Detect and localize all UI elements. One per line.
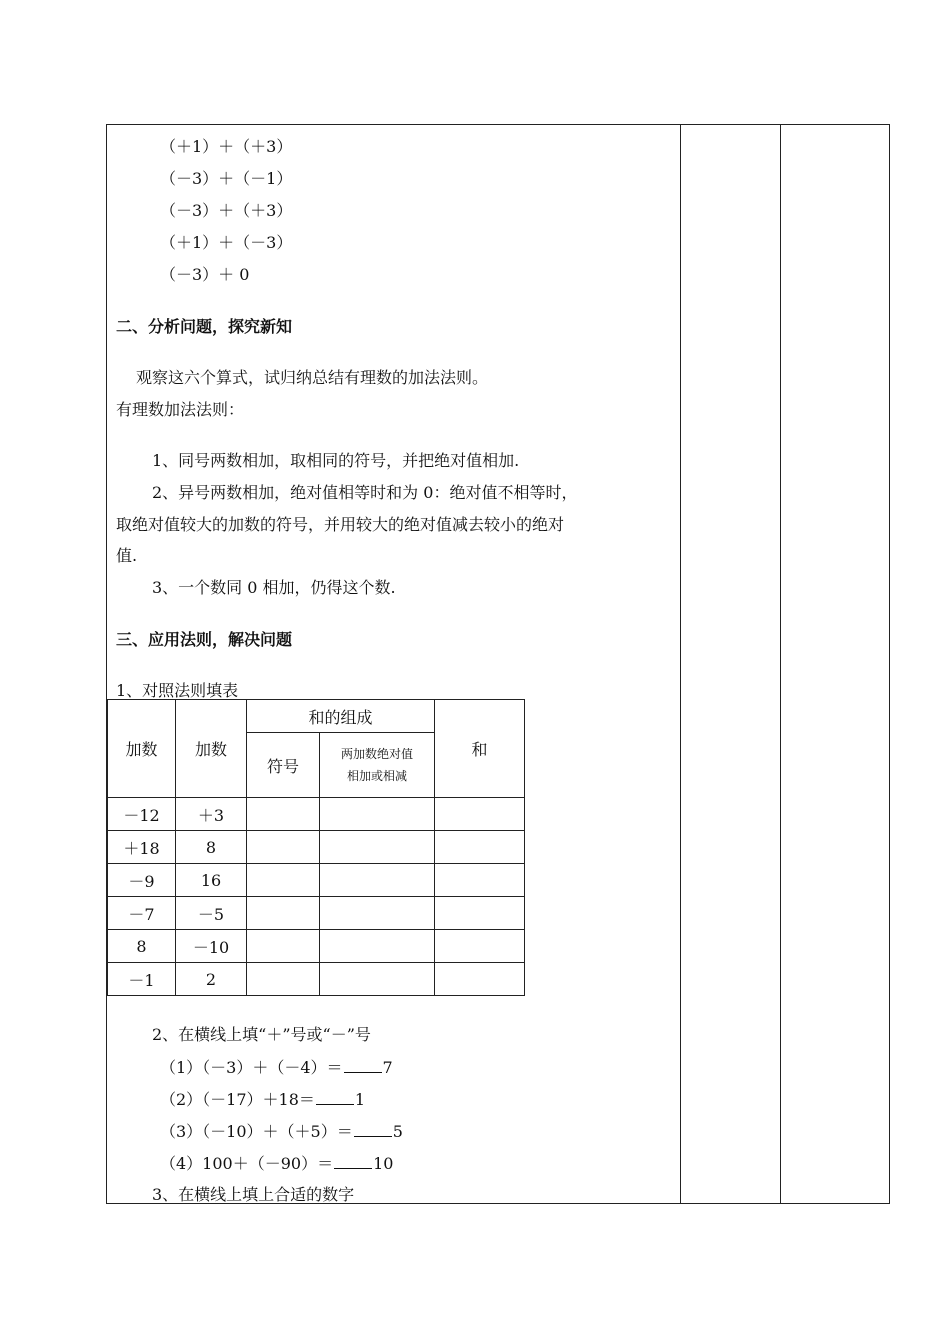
- column-divider-2: [780, 124, 781, 1204]
- rule-title: 有理数加法法则：: [116, 400, 245, 419]
- header-abs-line2: 相加或相减: [346, 769, 407, 783]
- addend-2-cell: －10: [176, 930, 247, 963]
- rule-2-line3: 值.: [116, 546, 138, 565]
- table-row: [108, 963, 525, 996]
- task3-title: 3、在横线上填上合适的数字: [152, 1185, 355, 1204]
- task2-item-1: [160, 1058, 393, 1078]
- rule-3: 3、一个数同 0 相加，仍得这个数.: [152, 578, 396, 597]
- expression-5: （－3）＋ 0: [160, 265, 250, 284]
- header-abs-operation: [320, 733, 435, 798]
- sum-blank-cell[interactable]: [435, 963, 525, 996]
- fill-in-table: [107, 699, 525, 996]
- sign-blank-cell[interactable]: [247, 963, 320, 996]
- table-row: [108, 831, 525, 864]
- abs-blank-cell[interactable]: [320, 963, 435, 996]
- sign-blank-cell[interactable]: [247, 930, 320, 963]
- addend-2-cell: 2: [176, 963, 247, 996]
- section3-heading: 三、应用法则，解决问题: [116, 630, 293, 649]
- sum-blank-cell[interactable]: [435, 864, 525, 897]
- addend-1-cell: －7: [108, 897, 176, 930]
- task2-item-number: 5: [392, 1122, 403, 1141]
- sign-blank-cell[interactable]: [247, 864, 320, 897]
- task2-item-expression: （1）（－3）＋（－4）＝: [160, 1058, 343, 1077]
- task2-item-number: 7: [382, 1058, 393, 1077]
- expression-3: （－3）＋（＋3）: [160, 201, 293, 220]
- answer-blank[interactable]: [344, 1058, 382, 1073]
- abs-blank-cell[interactable]: [320, 930, 435, 963]
- task2-item-4: [160, 1154, 393, 1174]
- header-sum: 和: [435, 700, 525, 798]
- sign-blank-cell[interactable]: [247, 897, 320, 930]
- table-row: [108, 864, 525, 897]
- header-abs-line1: 两加数绝对值: [340, 747, 413, 761]
- rule-2-line1: 2、异号两数相加，绝对值相等时和为 0：绝对值不相等时，: [152, 483, 578, 502]
- task2-title: 2、在横线上填“＋”号或“－”号: [152, 1025, 371, 1044]
- table-row: [108, 897, 525, 930]
- sign-blank-cell[interactable]: [247, 798, 320, 831]
- addend-1-cell: 8: [108, 930, 176, 963]
- answer-blank[interactable]: [316, 1090, 354, 1105]
- task1-title: 1、对照法则填表: [116, 681, 239, 700]
- section2-heading: 二、分析问题，探究新知: [116, 317, 293, 336]
- sum-blank-cell[interactable]: [435, 831, 525, 864]
- table-row: [108, 930, 525, 963]
- header-sum-composition: 和的组成: [247, 700, 435, 733]
- addend-2-cell: 8: [176, 831, 247, 864]
- sum-blank-cell[interactable]: [435, 897, 525, 930]
- task2-item-expression: （4）100＋（－90）＝: [160, 1154, 334, 1173]
- answer-blank[interactable]: [354, 1122, 392, 1137]
- rule-1: 1、同号两数相加，取相同的符号，并把绝对值相加.: [152, 451, 520, 470]
- addend-1-cell: －9: [108, 864, 176, 897]
- header-sign: 符号: [247, 733, 320, 798]
- expression-4: （＋1）＋（－3）: [160, 233, 293, 252]
- sum-blank-cell[interactable]: [435, 930, 525, 963]
- abs-blank-cell[interactable]: [320, 831, 435, 864]
- addend-1-cell: ＋18: [108, 831, 176, 864]
- expression-1: （＋1）＋（＋3）: [160, 137, 293, 156]
- expression-2: （－3）＋（－1）: [160, 169, 293, 188]
- task2-item-number: 10: [373, 1154, 394, 1173]
- task2-item-number: 1: [354, 1090, 366, 1109]
- abs-blank-cell[interactable]: [320, 798, 435, 831]
- abs-blank-cell[interactable]: [320, 897, 435, 930]
- observe-text: 观察这六个算式，试归纳总结有理数的加法法则。: [136, 368, 489, 387]
- table-row: [108, 798, 525, 831]
- task2-item-expression: （3）（－10）＋（＋5）＝: [160, 1122, 353, 1141]
- sign-blank-cell[interactable]: [247, 831, 320, 864]
- addend-1-cell: －12: [108, 798, 176, 831]
- task2-item-3: [160, 1122, 403, 1142]
- addend-2-cell: －5: [176, 897, 247, 930]
- abs-blank-cell[interactable]: [320, 864, 435, 897]
- addend-1-cell: －1: [108, 963, 176, 996]
- sum-blank-cell[interactable]: [435, 798, 525, 831]
- task2-item-expression: （2）（－17）＋18＝: [160, 1090, 315, 1109]
- task2-item-2: [160, 1090, 365, 1110]
- header-addend-2: 加数: [176, 700, 247, 798]
- column-divider-1: [680, 124, 681, 1204]
- header-addend-1: 加数: [108, 700, 176, 798]
- answer-blank[interactable]: [334, 1154, 372, 1169]
- rule-2-line2: 取绝对值较大的加数的符号，并用较大的绝对值减去较小的绝对: [116, 515, 565, 534]
- addend-2-cell: ＋3: [176, 798, 247, 831]
- addend-2-cell: 16: [176, 864, 247, 897]
